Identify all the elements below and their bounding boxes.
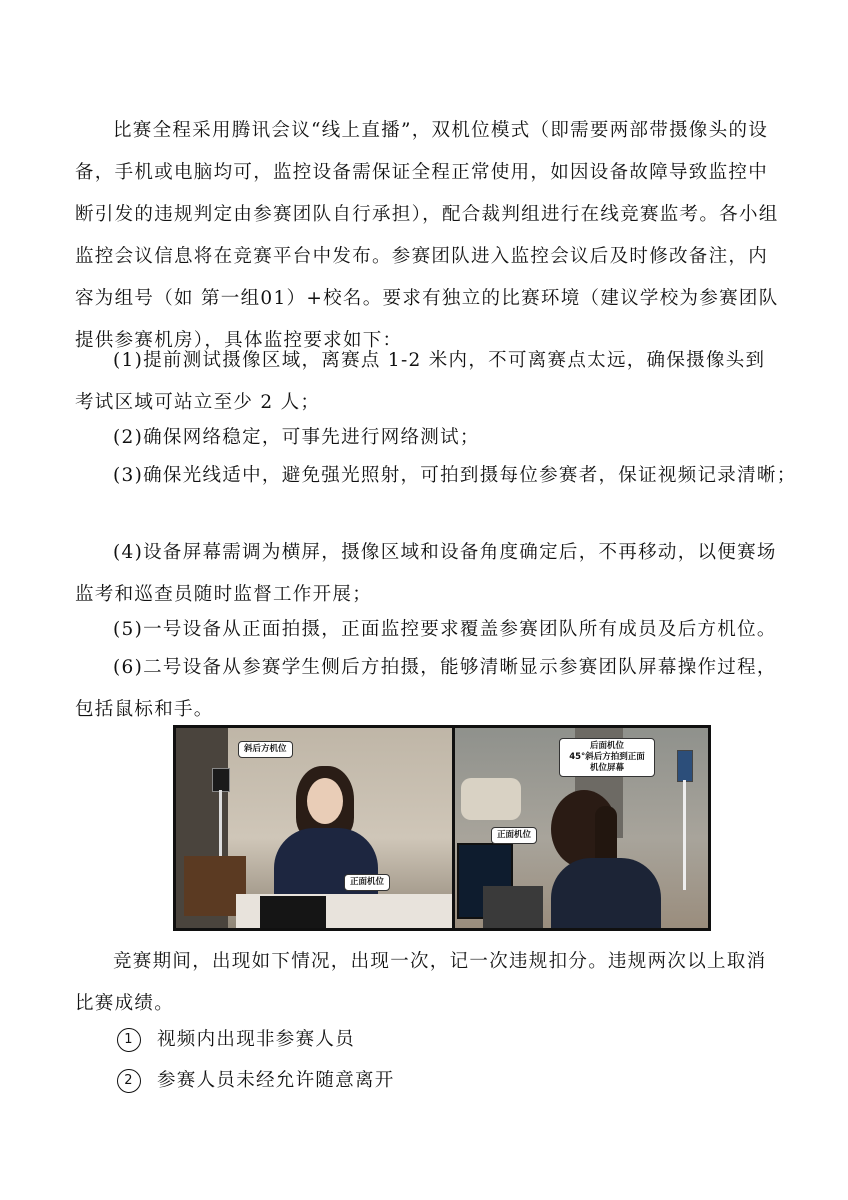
list-marker: 2 xyxy=(117,1069,141,1093)
person-face xyxy=(307,778,343,824)
armchair xyxy=(461,778,521,820)
requirement-2: (2)确保网络稳定，可事先进行网络测试； xyxy=(113,427,480,448)
rear-view-photo xyxy=(455,728,708,928)
requirement-5: (5)一号设备从正面拍摄，正面监控要求覆盖参赛团队所有成员及后方机位。 xyxy=(113,619,777,640)
front-view-photo xyxy=(176,728,452,928)
tripod-phone xyxy=(677,750,693,782)
rear-camera-label xyxy=(559,738,655,777)
laptop-keyboard xyxy=(483,886,543,928)
camera-setup-figure xyxy=(173,725,711,931)
rear-camera-label: 斜后方机位 xyxy=(238,741,293,758)
tripod-leg xyxy=(683,780,686,890)
tripod-leg xyxy=(219,790,222,856)
front-camera-label: 正面机位 xyxy=(344,874,390,891)
list-item-text: 视频内出现非参赛人员 xyxy=(157,1029,356,1050)
tripod-phone xyxy=(212,768,230,792)
requirement-6: (6)二号设备从参赛学生侧后方拍摄，能够清晰显示参赛团队屏幕操作过程，包括鼠标和手。 xyxy=(75,657,777,720)
requirement-4: (4)设备屏幕需调为横屏，摄像区域和设备角度确定后，不再移动，以便赛场监考和巡查员随时监督工作开展； xyxy=(75,542,777,605)
laptop xyxy=(260,896,326,928)
list-item xyxy=(117,1025,355,1055)
rear-camera-label-line-1: 后面机位 xyxy=(589,741,624,751)
requirement-3: (3)确保光线适中，避免强光照射，可拍到摄每位参赛者，保证视频记录清晰； xyxy=(113,465,797,486)
list-item xyxy=(117,1066,395,1096)
rear-camera-label-line-2: 45°斜后方拍到正面机位屏幕 xyxy=(569,752,645,773)
violations-paragraph: 竞赛期间，出现如下情况，出现一次，记一次违规扣分。违规两次以上取消比赛成绩。 xyxy=(75,951,767,1014)
list-marker: 1 xyxy=(117,1028,141,1052)
list-item-text: 参赛人员未经允许随意离开 xyxy=(157,1070,395,1091)
person-shoulder xyxy=(551,858,661,928)
requirement-1: (1)提前测试摄像区域，离赛点 1-2 米内，不可离赛点太远，确保摄像头到考试区域可站立至少 2 人； xyxy=(75,350,766,413)
front-camera-label: 正面机位 xyxy=(491,827,537,844)
intro-paragraph: 比赛全程采用腾讯会议“线上直播”，双机位模式（即需要两部带摄像头的设备，手机或电脑均可，监控设备需保证全程正常使用，如因设备故障导致监控中断引发的违规判定由参赛团队自行承担），配合裁判组进行在线竞赛监考。各小组监控会议信息将在竞赛平台中发布。参赛团队进入监控会议后及时修改备注，内容为组号（如 第一组01）+校名。要求有独立的比赛环境（建议学校为参赛团队提供参赛机房），具体监控要求如下： xyxy=(75,120,779,351)
